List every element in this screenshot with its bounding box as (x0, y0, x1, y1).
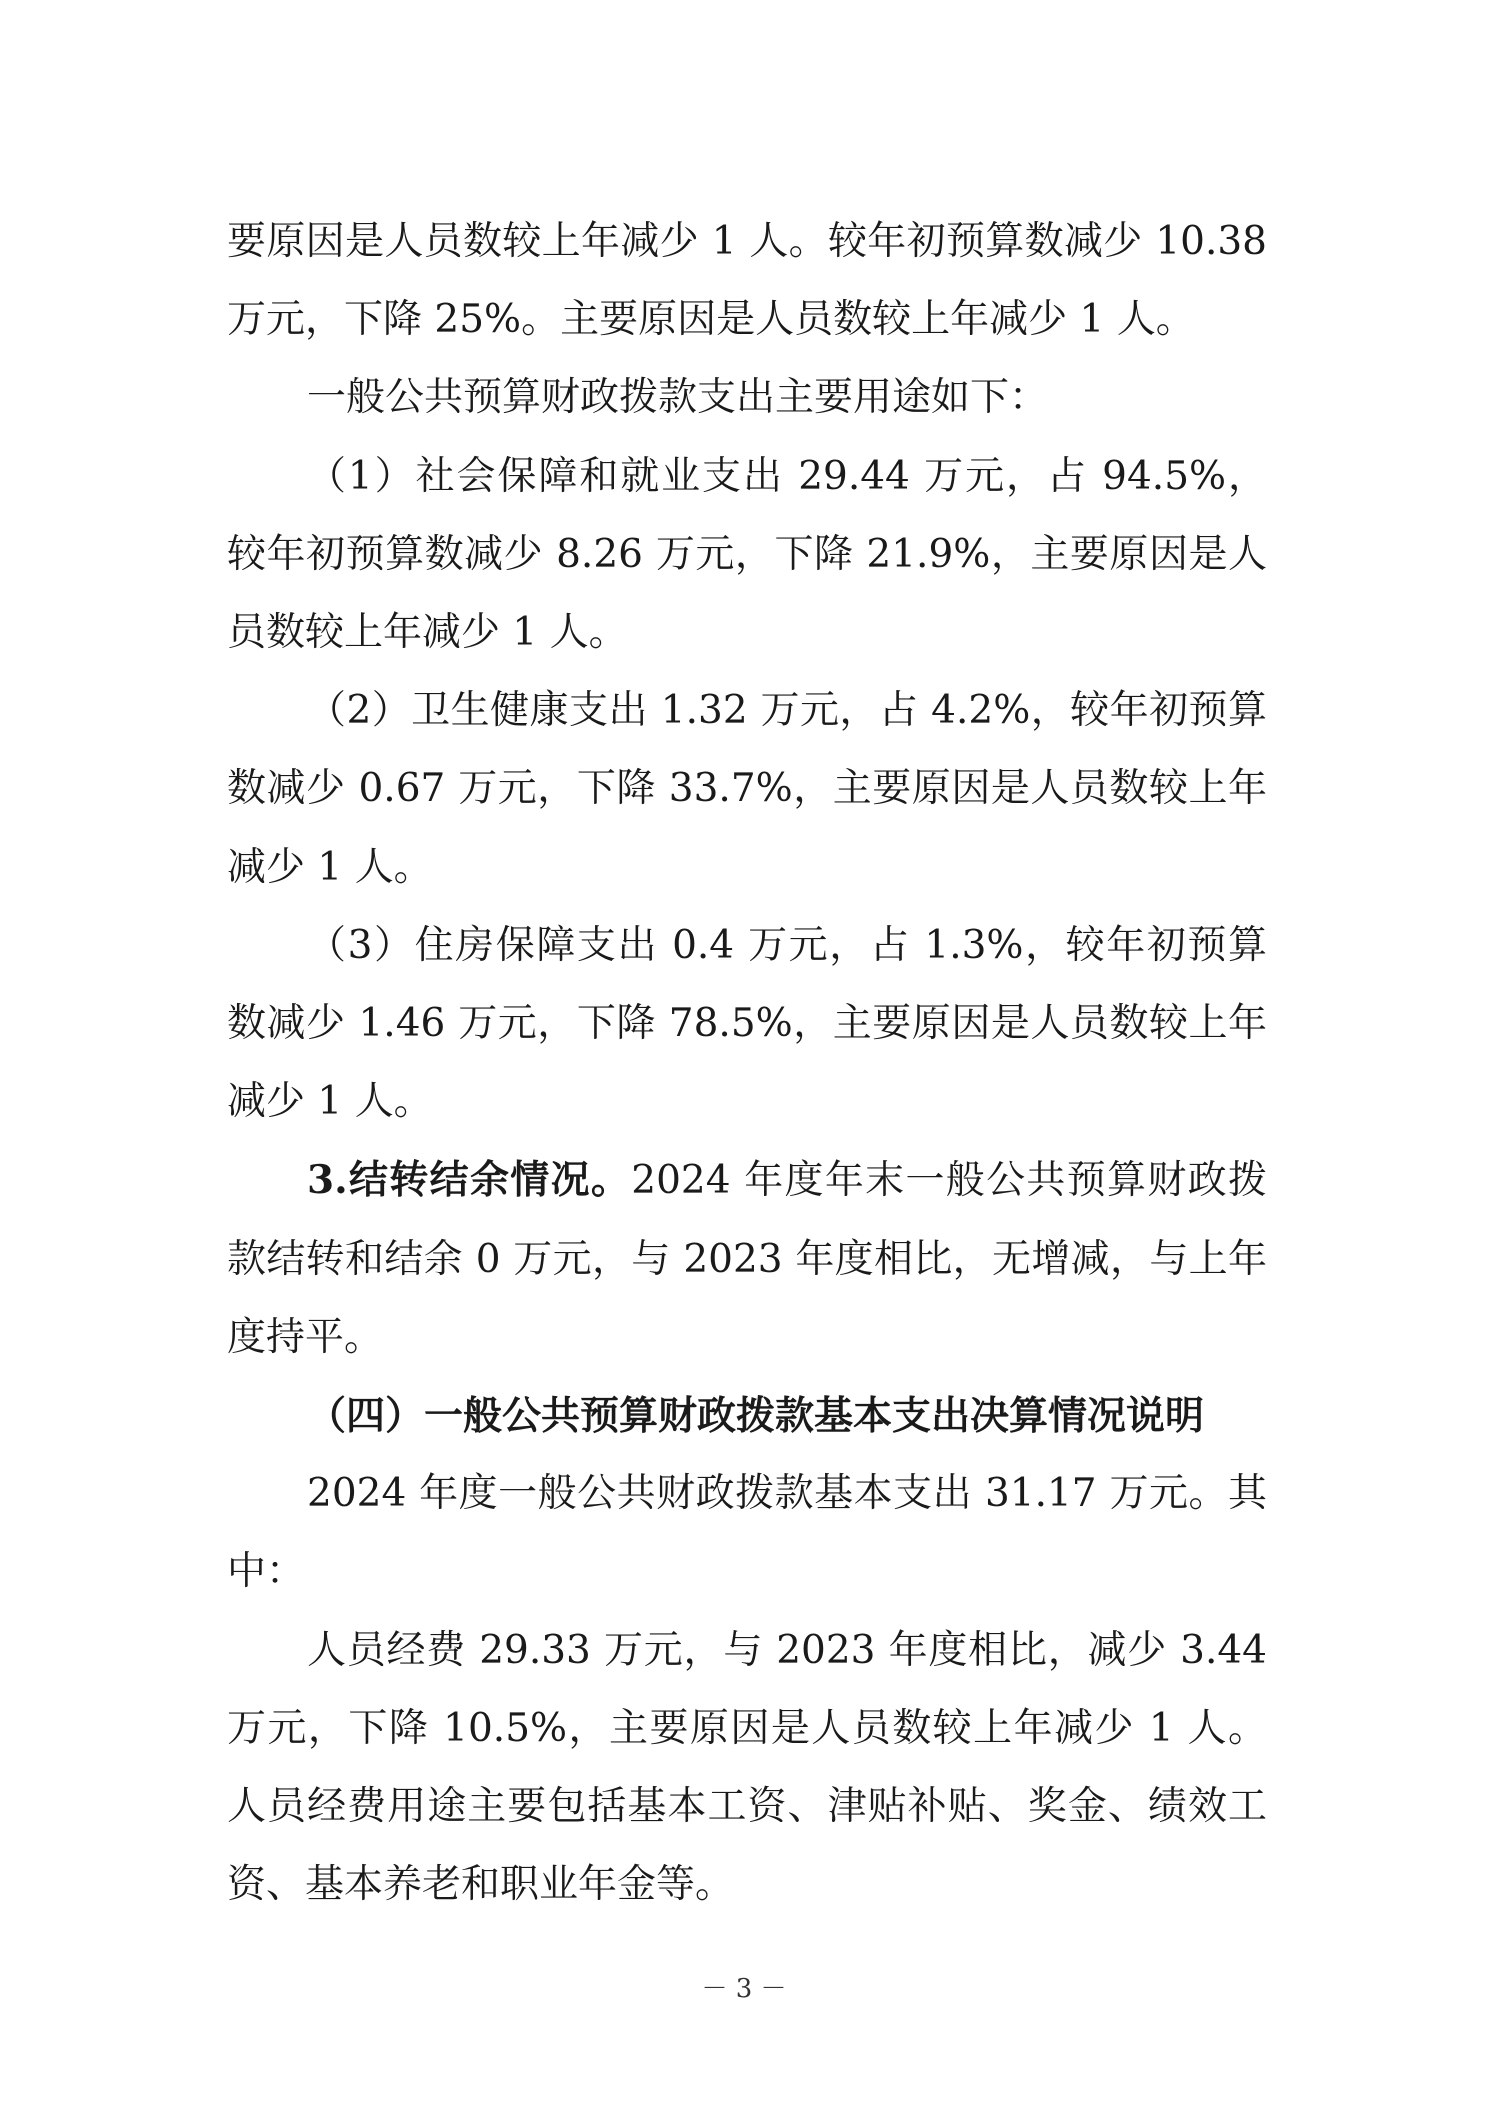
paragraph-item-social-security: （1）社会保障和就业支出 29.44 万元，占 94.5%，较年初预算数减少 8.26 万元，下降 21.9%，主要原因是人员数较上年减少 1 人。 (227, 453, 1267, 656)
paragraph-item-health: （2）卫生健康支出 1.32 万元，占 4.2%，较年初预算数减少 0.67 万元，下降 33.7%，主要原因是人员数较上年减少 1 人。 (227, 688, 1267, 890)
document-body (227, 203, 1267, 1924)
paragraph-continued: 要原因是人员数较上年减少 1 人。较年初预算数减少 10.38 万元，下降 25%。主要原因是人员数较上年减少 1 人。 (227, 219, 1267, 343)
paragraph-basic-total: 2024 年度一般公共财政拨款基本支出 31.17 万元。其中： (227, 1471, 1267, 1595)
carryover-text: 2024 年度年末一般公共预算财政拨款结转和结余 0 万元，与 2023 年度相比，无增减，与上年度持平。 (227, 1158, 1268, 1360)
paragraph-personnel: 人员经费 29.33 万元，与 2023 年度相比，减少 3.44 万元，下降 10.5%，主要原因是人员数较上年减少 1 人。人员经费用途主要包括基本工资、津贴补贴、奖金、绩效工资、基本养老和职业年金等。 (227, 1627, 1267, 1908)
paragraph-carryover (227, 1141, 1267, 1377)
paragraph-item-housing: （3）住房保障支出 0.4 万元，占 1.3%，较年初预算数减少 1.46 万元，下降 78.5%，主要原因是人员数较上年减少 1 人。 (227, 922, 1267, 1125)
section-heading-basic-expenditure: （四）一般公共预算财政拨款基本支出决算情况说明 (307, 1393, 1205, 1440)
paragraph-intro: 一般公共预算财政拨款支出主要用途如下： (307, 375, 1049, 421)
carryover-heading: 3.结转结余情况。 (307, 1157, 632, 1204)
page-number: － 3 － (701, 1974, 787, 2004)
